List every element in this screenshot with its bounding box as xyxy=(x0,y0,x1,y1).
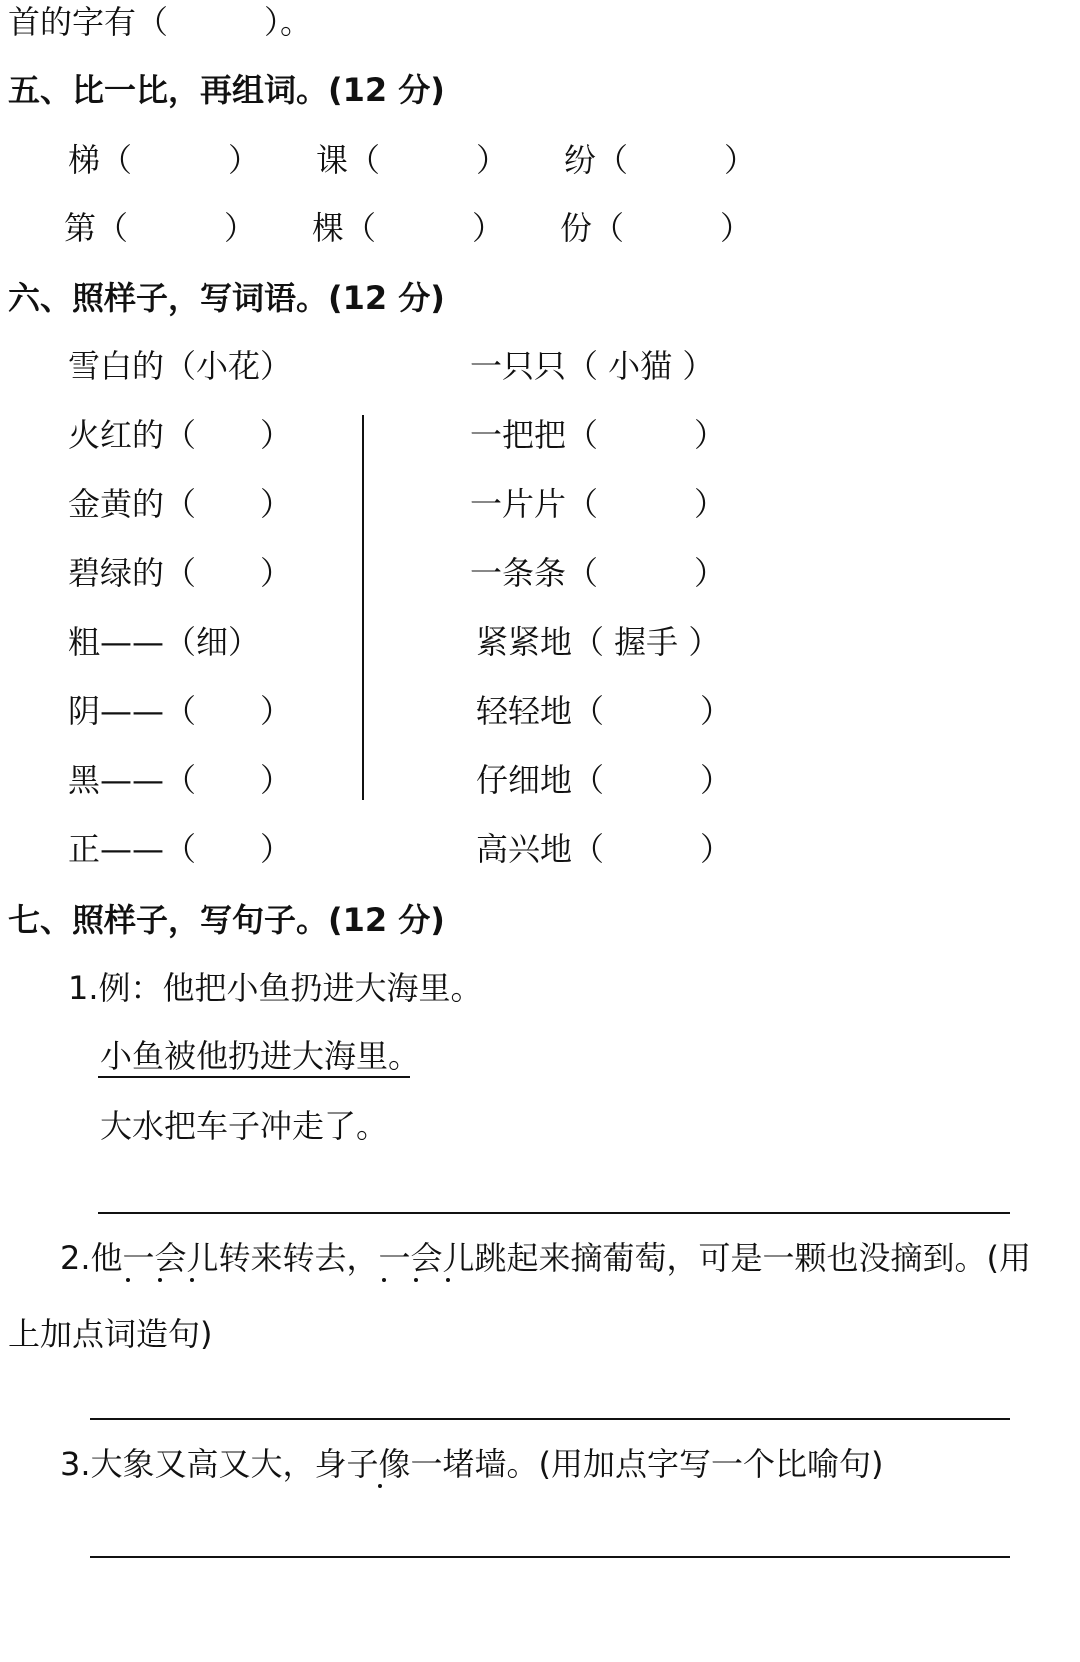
answer-line-1[interactable] xyxy=(98,1212,1010,1214)
emphasis-dot xyxy=(414,1278,418,1282)
emphasis-dot xyxy=(126,1278,130,1282)
s6-left-item: 金黄的（ ） xyxy=(68,485,293,523)
s6-right-item: 仔细地（ ） xyxy=(476,761,733,799)
q1-example-answer: 小鱼被他扔进大海里。 xyxy=(100,1037,421,1075)
answer-line-3[interactable] xyxy=(90,1556,1010,1558)
s5-item-6: 份（ ） xyxy=(560,209,753,247)
s6-left-item: 雪白的（小花） xyxy=(68,347,293,385)
s6-right-item: 一片片（ ） xyxy=(470,485,727,523)
s6-right-item: 一只只（ 小猫 ） xyxy=(470,347,715,385)
s5-item-3: 纷（ ） xyxy=(564,141,757,179)
emphasis-dot xyxy=(382,1278,386,1282)
s5-item-1: 梯（ ） xyxy=(68,141,261,179)
s6-right-item: 高兴地（ ） xyxy=(476,830,733,868)
s5-item-4: 第（ ） xyxy=(64,209,257,247)
column-divider xyxy=(362,415,364,800)
s6-left-item: 阴——（ ） xyxy=(68,692,293,730)
section7-title: 七、照样子，写句子。(12 分) xyxy=(8,901,445,939)
s6-right-item: 一条条（ ） xyxy=(470,554,727,592)
s6-left-item: 正——（ ） xyxy=(68,830,293,868)
example-answer-underline xyxy=(98,1076,410,1078)
s5-item-2: 课（ ） xyxy=(316,141,509,179)
s6-left-item: 火红的（ ） xyxy=(68,416,293,454)
answer-line-2[interactable] xyxy=(90,1418,1010,1420)
s6-right-item: 紧紧地（ 握手 ） xyxy=(476,623,721,661)
emphasis-dot xyxy=(158,1278,162,1282)
q1-example: 1.例：他把小鱼扔进大海里。 xyxy=(68,969,483,1007)
q2-text-cont: 上加点词造句) xyxy=(8,1315,213,1353)
s6-left-item: 黑——（ ） xyxy=(68,761,293,799)
section6-title: 六、照样子，写词语。(12 分) xyxy=(8,279,445,317)
section5-title: 五、比一比，再组词。(12 分) xyxy=(8,71,445,109)
s6-left-item: 粗——（细） xyxy=(68,623,261,661)
s6-right-item: 一把把（ ） xyxy=(470,416,727,454)
s5-item-5: 棵（ ） xyxy=(312,209,505,247)
q2-text: 2.他一会儿转来转去，一会儿跳起来摘葡萄，可是一颗也没摘到。(用 xyxy=(60,1239,1032,1277)
q1-prompt: 大水把车子冲走了。 xyxy=(100,1107,389,1145)
s6-right-item: 轻轻地（ ） xyxy=(476,692,733,730)
previous-question-tail: 首的字有（ ）。 xyxy=(8,3,313,41)
emphasis-dot xyxy=(190,1278,194,1282)
emphasis-dot xyxy=(446,1278,450,1282)
s6-left-item: 碧绿的（ ） xyxy=(68,554,293,592)
emphasis-dot xyxy=(378,1484,382,1488)
q3-text: 3.大象又高又大，身子像一堵墙。(用加点字写一个比喻句) xyxy=(60,1445,884,1483)
